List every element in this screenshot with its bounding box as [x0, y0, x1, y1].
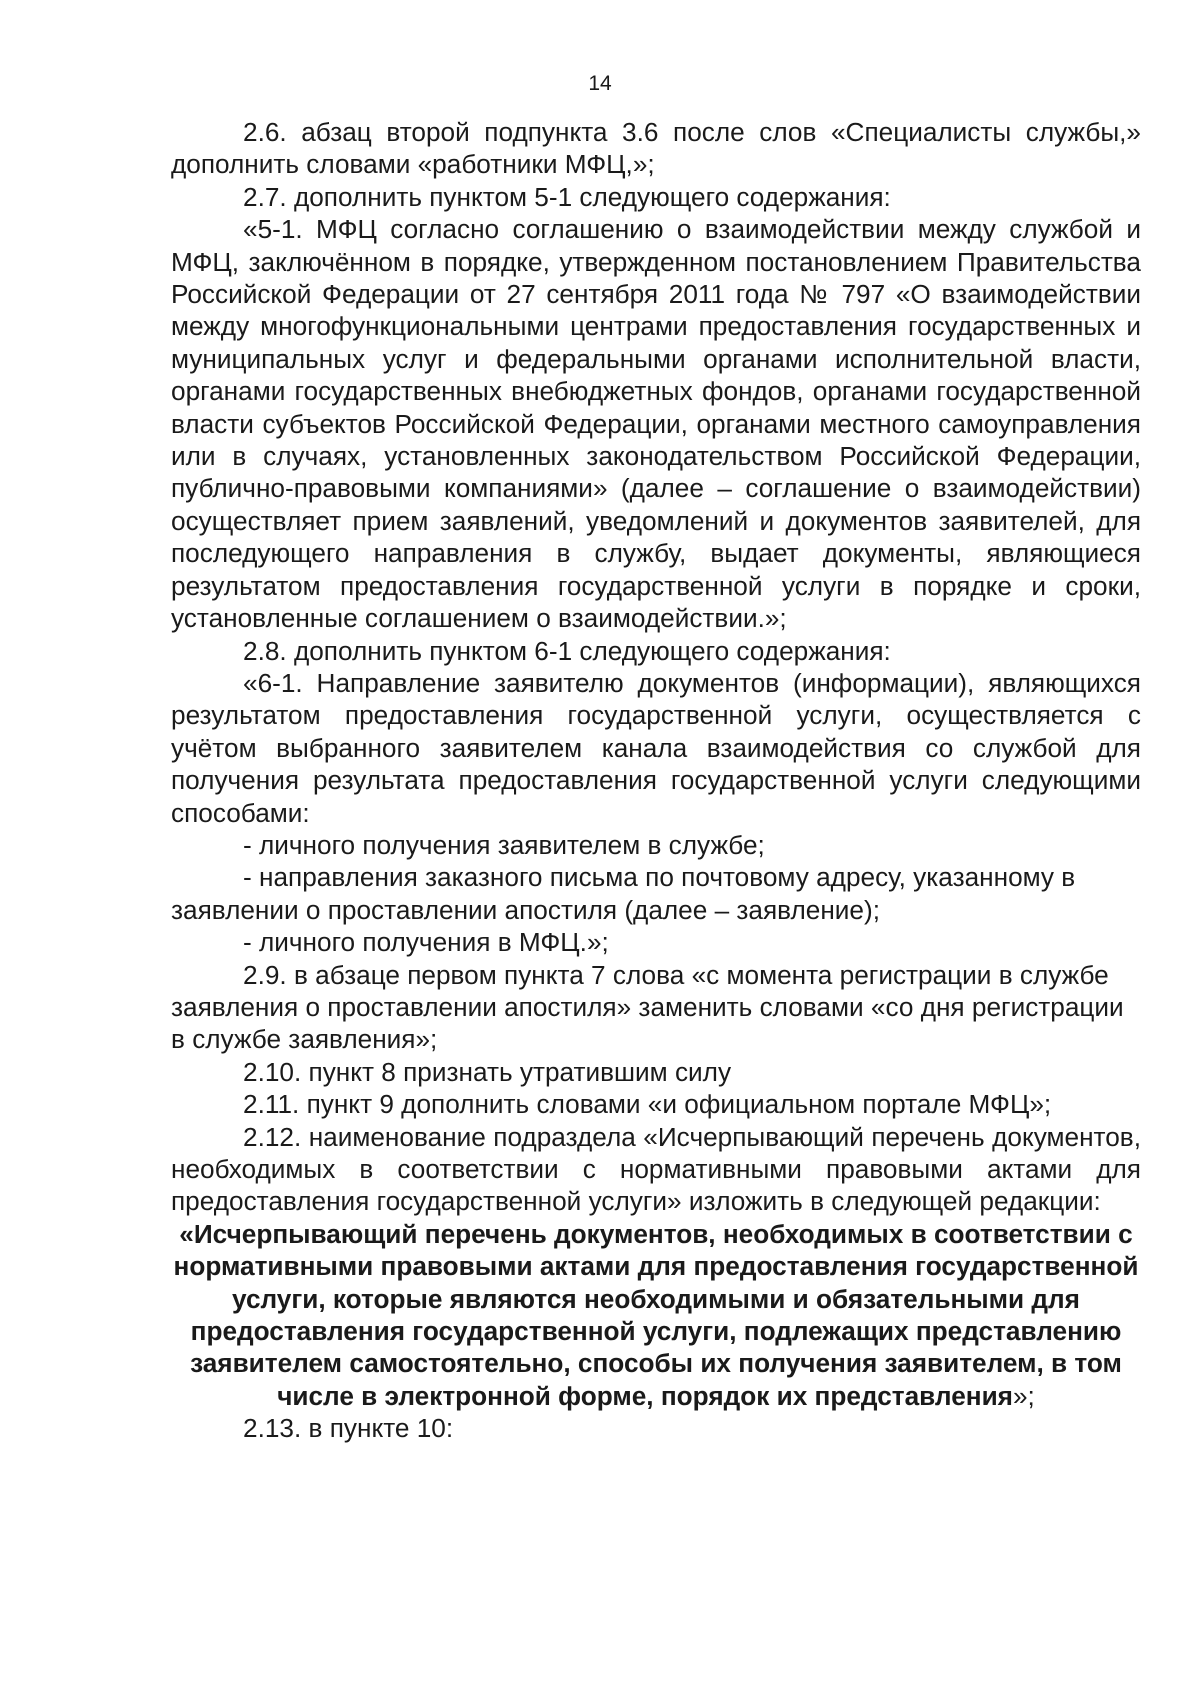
subsection-heading-text: «Исчерпывающий перечень документов, необходимых в соответствии с нормативными правовыми актами для предоставления государственной услуги, которые являются необходимыми и обязательными для предоставления государственной услуги, подлежащих представлению заявителем самостоятельно, способы их получения заявителем, в том числе в электронной форме, порядок их представления — [173, 1218, 1139, 1411]
paragraph-2-6: 2.6. абзац второй подпункта 3.6 после слов «Специалисты службы,» дополнить словами «работники МФЦ,»; — [171, 117, 1141, 180]
document-body — [171, 116, 1141, 1445]
page-number: 14 — [588, 72, 612, 95]
subsection-heading-tail: »; — [1012, 1380, 1035, 1411]
paragraph-2-9: 2.9. в абзаце первом пункта 7 слова «с момента регистрации в службе заявления о проставлении апостиля» заменить словами «со дня регистрации в службе заявления»; — [171, 959, 1124, 1055]
paragraph-6-1-text: «6-1. Направление заявителю документов (информации), являющихся результатом предоставления государственной услуги, осуществляется с учётом выбранного заявителем канала взаимодействия со службой для получения результата предоставления государственной услуги следующими способами: — [171, 667, 1141, 828]
list-item-registered-mail: - направления заказного письма по почтовому адресу, указанному в заявлении о проставлении апостиля (далее – заявление); — [171, 862, 1076, 925]
paragraph-2-12: 2.12. наименование подраздела «Исчерпывающий перечень документов, необходимых в соответствии с нормативными правовыми актами для предоставления государственной услуги» изложить в следующей редакции: — [171, 1121, 1141, 1217]
paragraph-2-10: 2.10. пункт 8 признать утратившим силу — [243, 1056, 732, 1087]
paragraph-2-13: 2.13. в пункте 10: — [243, 1413, 454, 1444]
list-item-service-pickup: - личного получения заявителем в службе; — [243, 829, 765, 860]
paragraph-2-8: 2.8. дополнить пунктом 6-1 следующего содержания: — [243, 635, 891, 666]
paragraph-5-1-text: «5-1. МФЦ согласно соглашению о взаимодействии между службой и МФЦ, заключённом в порядке, утвержденном постановлением Правительства Российской Федерации от 27 сентября 2011 года № 797 «О взаимодействии между многофункциональными центрами предоставления государственных и муниципальных услуг и федеральными органами исполнительной власти, органами государственных внебюджетных фондов, органами государственной власти субъектов Российской Федерации, органами местного самоуправления или в случаях, установленных законодательством Российской Федерации, публично-правовыми компаниями» (далее – соглашение о взаимодействии) осуществляет прием заявлений, уведомлений и документов заявителей, для последующего направления в службу, выдает документы, являющиеся результатом предоставления государственной услуги в порядке и сроки, установленные соглашением о взаимодействии.»; — [171, 214, 1141, 634]
paragraph-2-11: 2.11. пункт 9 дополнить словами «и официальном портале МФЦ»; — [243, 1089, 1052, 1120]
paragraph-2-7: 2.7. дополнить пунктом 5-1 следующего содержания: — [243, 181, 891, 212]
subsection-heading — [171, 1218, 1141, 1412]
list-item-mfc-pickup: - личного получения в МФЦ.»; — [243, 927, 609, 958]
